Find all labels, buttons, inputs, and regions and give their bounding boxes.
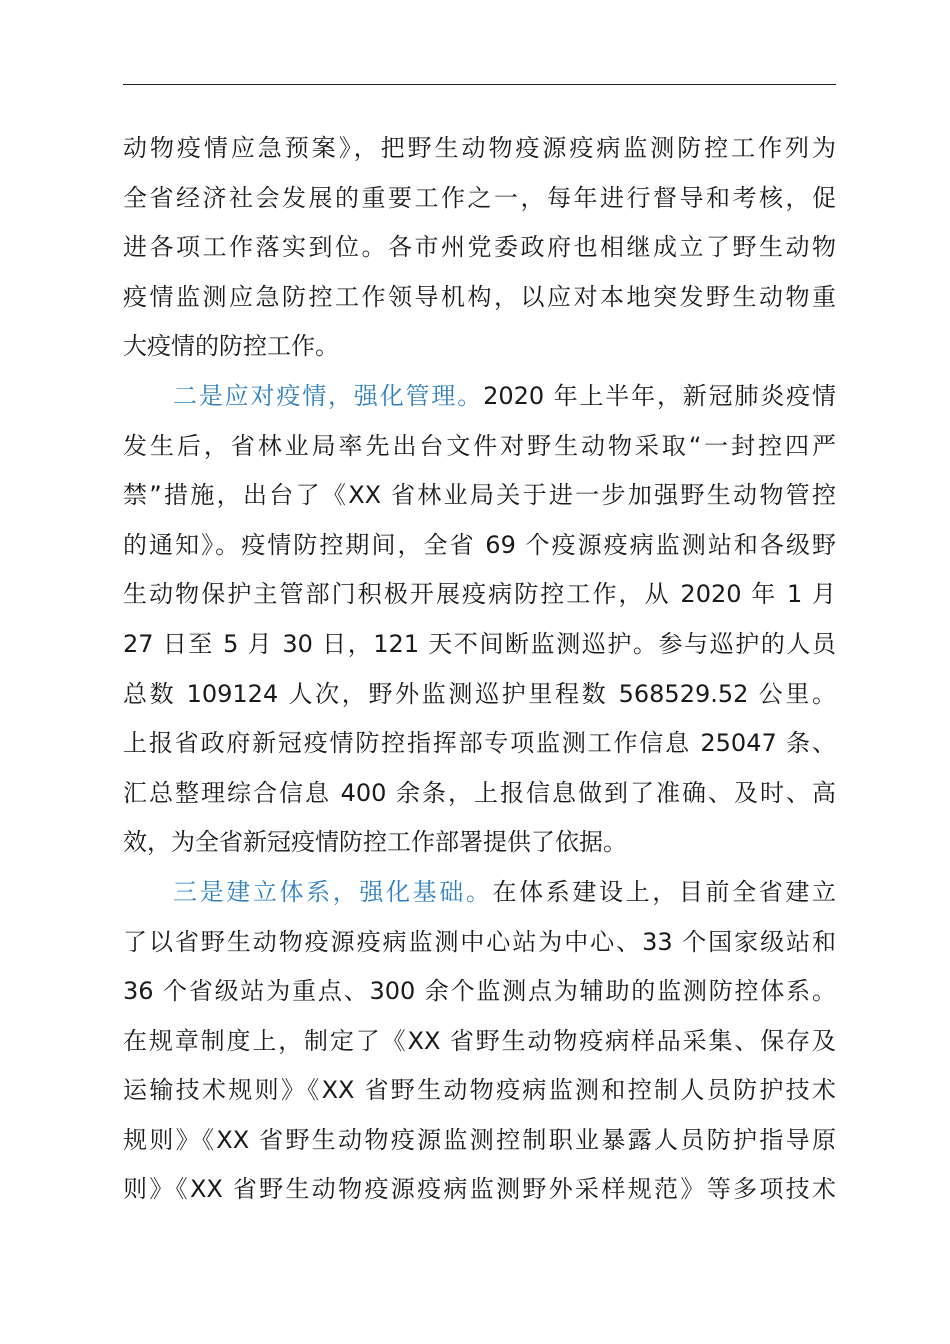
body-text <box>123 124 836 1215</box>
text-line: 全省经济社会发展的重要工作之一，每年进行督导和考核，促 <box>123 183 836 212</box>
text-line: 在规章制度上，制定了《XX 省野生动物疫病样品采集、保存及 <box>123 1026 836 1055</box>
text-line: 27 日至 5 月 30 日，121 天不间断监测巡护。参与巡护的人员 <box>123 629 836 658</box>
text-line: 进各项工作落实到位。各市州党委政府也相继成立了野生动物 <box>123 233 836 262</box>
text-line: 上报省政府新冠疫情防控指挥部专项监测工作信息 25047 条、 <box>123 729 836 758</box>
paragraph-text: 2020 年上半年，新冠肺炎疫情 <box>483 381 836 410</box>
text-line: 大疫情的防控工作。 <box>123 332 339 361</box>
text-line: 动物疫情应急预案》，把野生动物疫源疫病监测防控工作列为 <box>123 134 836 162</box>
text-line: 疫情监测应急防控工作领导机构，以应对本地突发野生动物重 <box>123 282 836 311</box>
paragraph-heading: 三是建立体系，强化基础。 <box>173 877 493 906</box>
text-line: 了以省野生动物疫源疫病监测中心站为中心、33 个国家级站和 <box>123 927 836 956</box>
paragraph-start-line <box>123 868 836 918</box>
paragraph-text: 在体系建设上，目前全省建立 <box>492 877 836 906</box>
text-line: 的通知》。疫情防控期间，全省 69 个疫源疫病监测站和各级野 <box>123 530 836 559</box>
paragraph-heading: 二是应对疫情，强化管理。 <box>173 381 484 410</box>
text-line: 36 个省级站为重点、300 余个监测点为辅助的监测防控体系。 <box>123 977 836 1006</box>
text-line: 禁”措施，出台了《XX 省林业局关于进一步加强野生动物管控 <box>123 481 836 510</box>
text-line: 生动物保护主管部门积极开展疫病防控工作，从 2020 年 1 月 <box>123 580 836 609</box>
header-rule <box>123 84 836 85</box>
text-line: 汇总整理综合信息 400 余条，上报信息做到了准确、及时、高 <box>123 778 836 807</box>
text-line: 总数 109124 人次，野外监测巡护里程数 568529.52 公里。 <box>123 679 836 708</box>
text-line: 运输技术规则》《XX 省野生动物疫病监测和控制人员防护技术 <box>123 1076 836 1105</box>
text-line: 规则》《XX 省野生动物疫源监测控制职业暴露人员防护指导原 <box>123 1125 836 1154</box>
paragraph-start-line <box>123 372 836 422</box>
text-line: 发生后，省林业局率先出台文件对野生动物采取“一封控四严 <box>123 431 836 460</box>
text-line: 效，为全省新冠疫情防控工作部署提供了依据。 <box>123 828 627 857</box>
text-line: 则》《XX 省野生动物疫源疫病监测野外采样规范》等多项技术 <box>123 1175 836 1204</box>
